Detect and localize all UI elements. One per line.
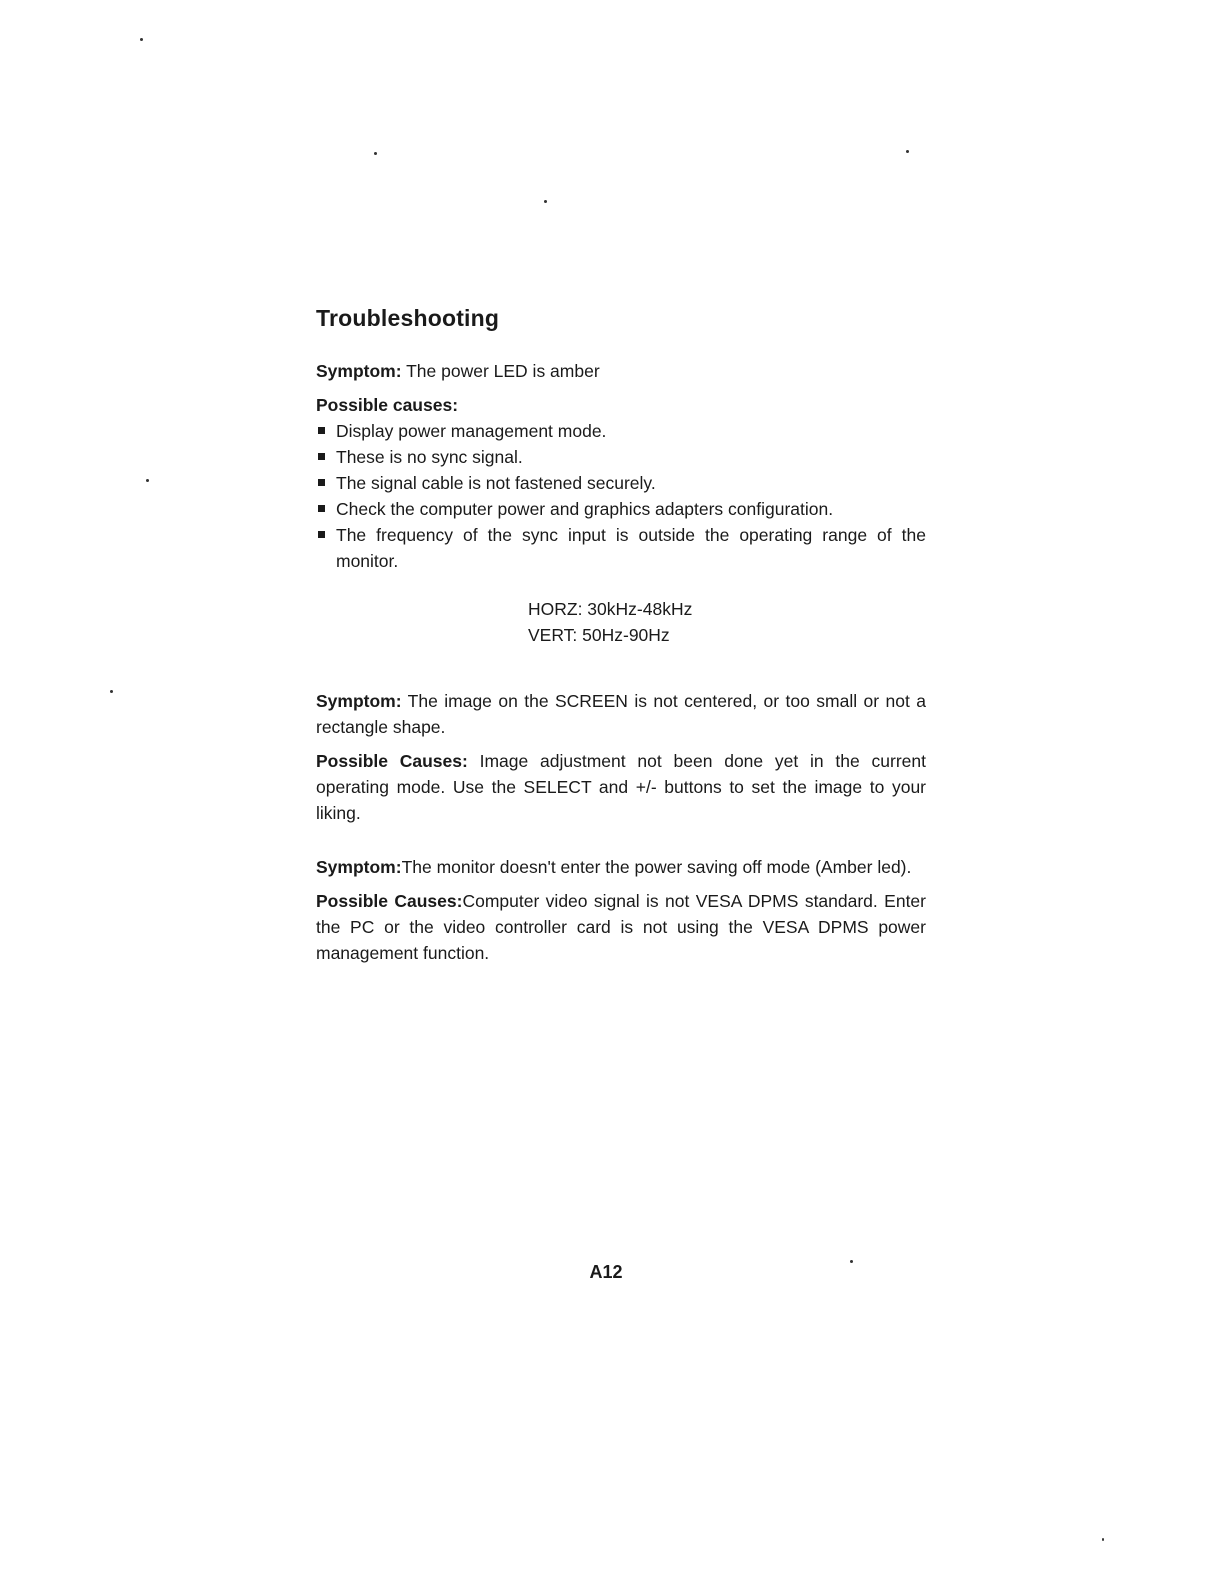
symptom-1 (316, 358, 926, 384)
page-title: Troubleshooting (316, 305, 500, 331)
scan-speck (374, 152, 377, 155)
square-bullet-icon (318, 427, 325, 434)
square-bullet-icon (318, 505, 325, 512)
troubleshooting-content (316, 305, 926, 966)
scan-speck (906, 150, 909, 153)
causes-label: Possible causes: (316, 395, 459, 415)
list-item: The signal cable is not fastened securely. (316, 470, 926, 496)
square-bullet-icon (318, 531, 325, 538)
vertical-frequency: VERT: 50Hz-90Hz (528, 625, 670, 645)
symptom-text: The monitor doesn't enter the power saving off mode (Amber led). (401, 857, 912, 877)
causes-text: Image adjustment not been done yet in the current operating mode. Use the SELECT and +/- buttons to set the image to your liking. (316, 751, 927, 823)
causes-label: Possible Causes: (316, 891, 463, 911)
scan-speck (146, 479, 149, 482)
causes-2 (316, 748, 926, 826)
symptom-3 (316, 854, 926, 880)
causes-3 (316, 888, 926, 966)
list-item: Check the computer power and graphics adapters configuration. (316, 496, 926, 522)
symptom-label: Symptom: (316, 691, 402, 711)
horizontal-frequency: HORZ: 30kHz-48kHz (528, 599, 693, 619)
scan-speck (544, 200, 547, 203)
causes-1-heading (316, 392, 926, 418)
symptom-label: Symptom: (316, 361, 402, 381)
page-number: A12 (589, 1262, 623, 1282)
list-item: Display power management mode. (316, 418, 926, 444)
symptom-text: The image on the SCREEN is not centered, or too small or not a rectangle shape. (316, 691, 926, 737)
frequency-range (528, 596, 926, 648)
causes-text: Computer video signal is not VESA DPMS standard. Enter the PC or the video controller card is not using the VESA DPMS power management function. (316, 891, 926, 963)
list-item: The frequency of the sync input is outside the operating range of the monitor. (316, 522, 926, 574)
causes-label: Possible Causes: (316, 751, 468, 771)
symptom-2 (316, 688, 926, 740)
symptom-text: The power LED is amber (401, 361, 600, 381)
causes-list (316, 418, 926, 574)
square-bullet-icon (318, 453, 325, 460)
scan-speck (140, 38, 143, 41)
square-bullet-icon (318, 479, 325, 486)
scan-speck (1102, 1538, 1104, 1541)
list-item: These is no sync signal. (316, 444, 926, 470)
scan-speck (110, 690, 113, 693)
symptom-label: Symptom: (316, 857, 402, 877)
